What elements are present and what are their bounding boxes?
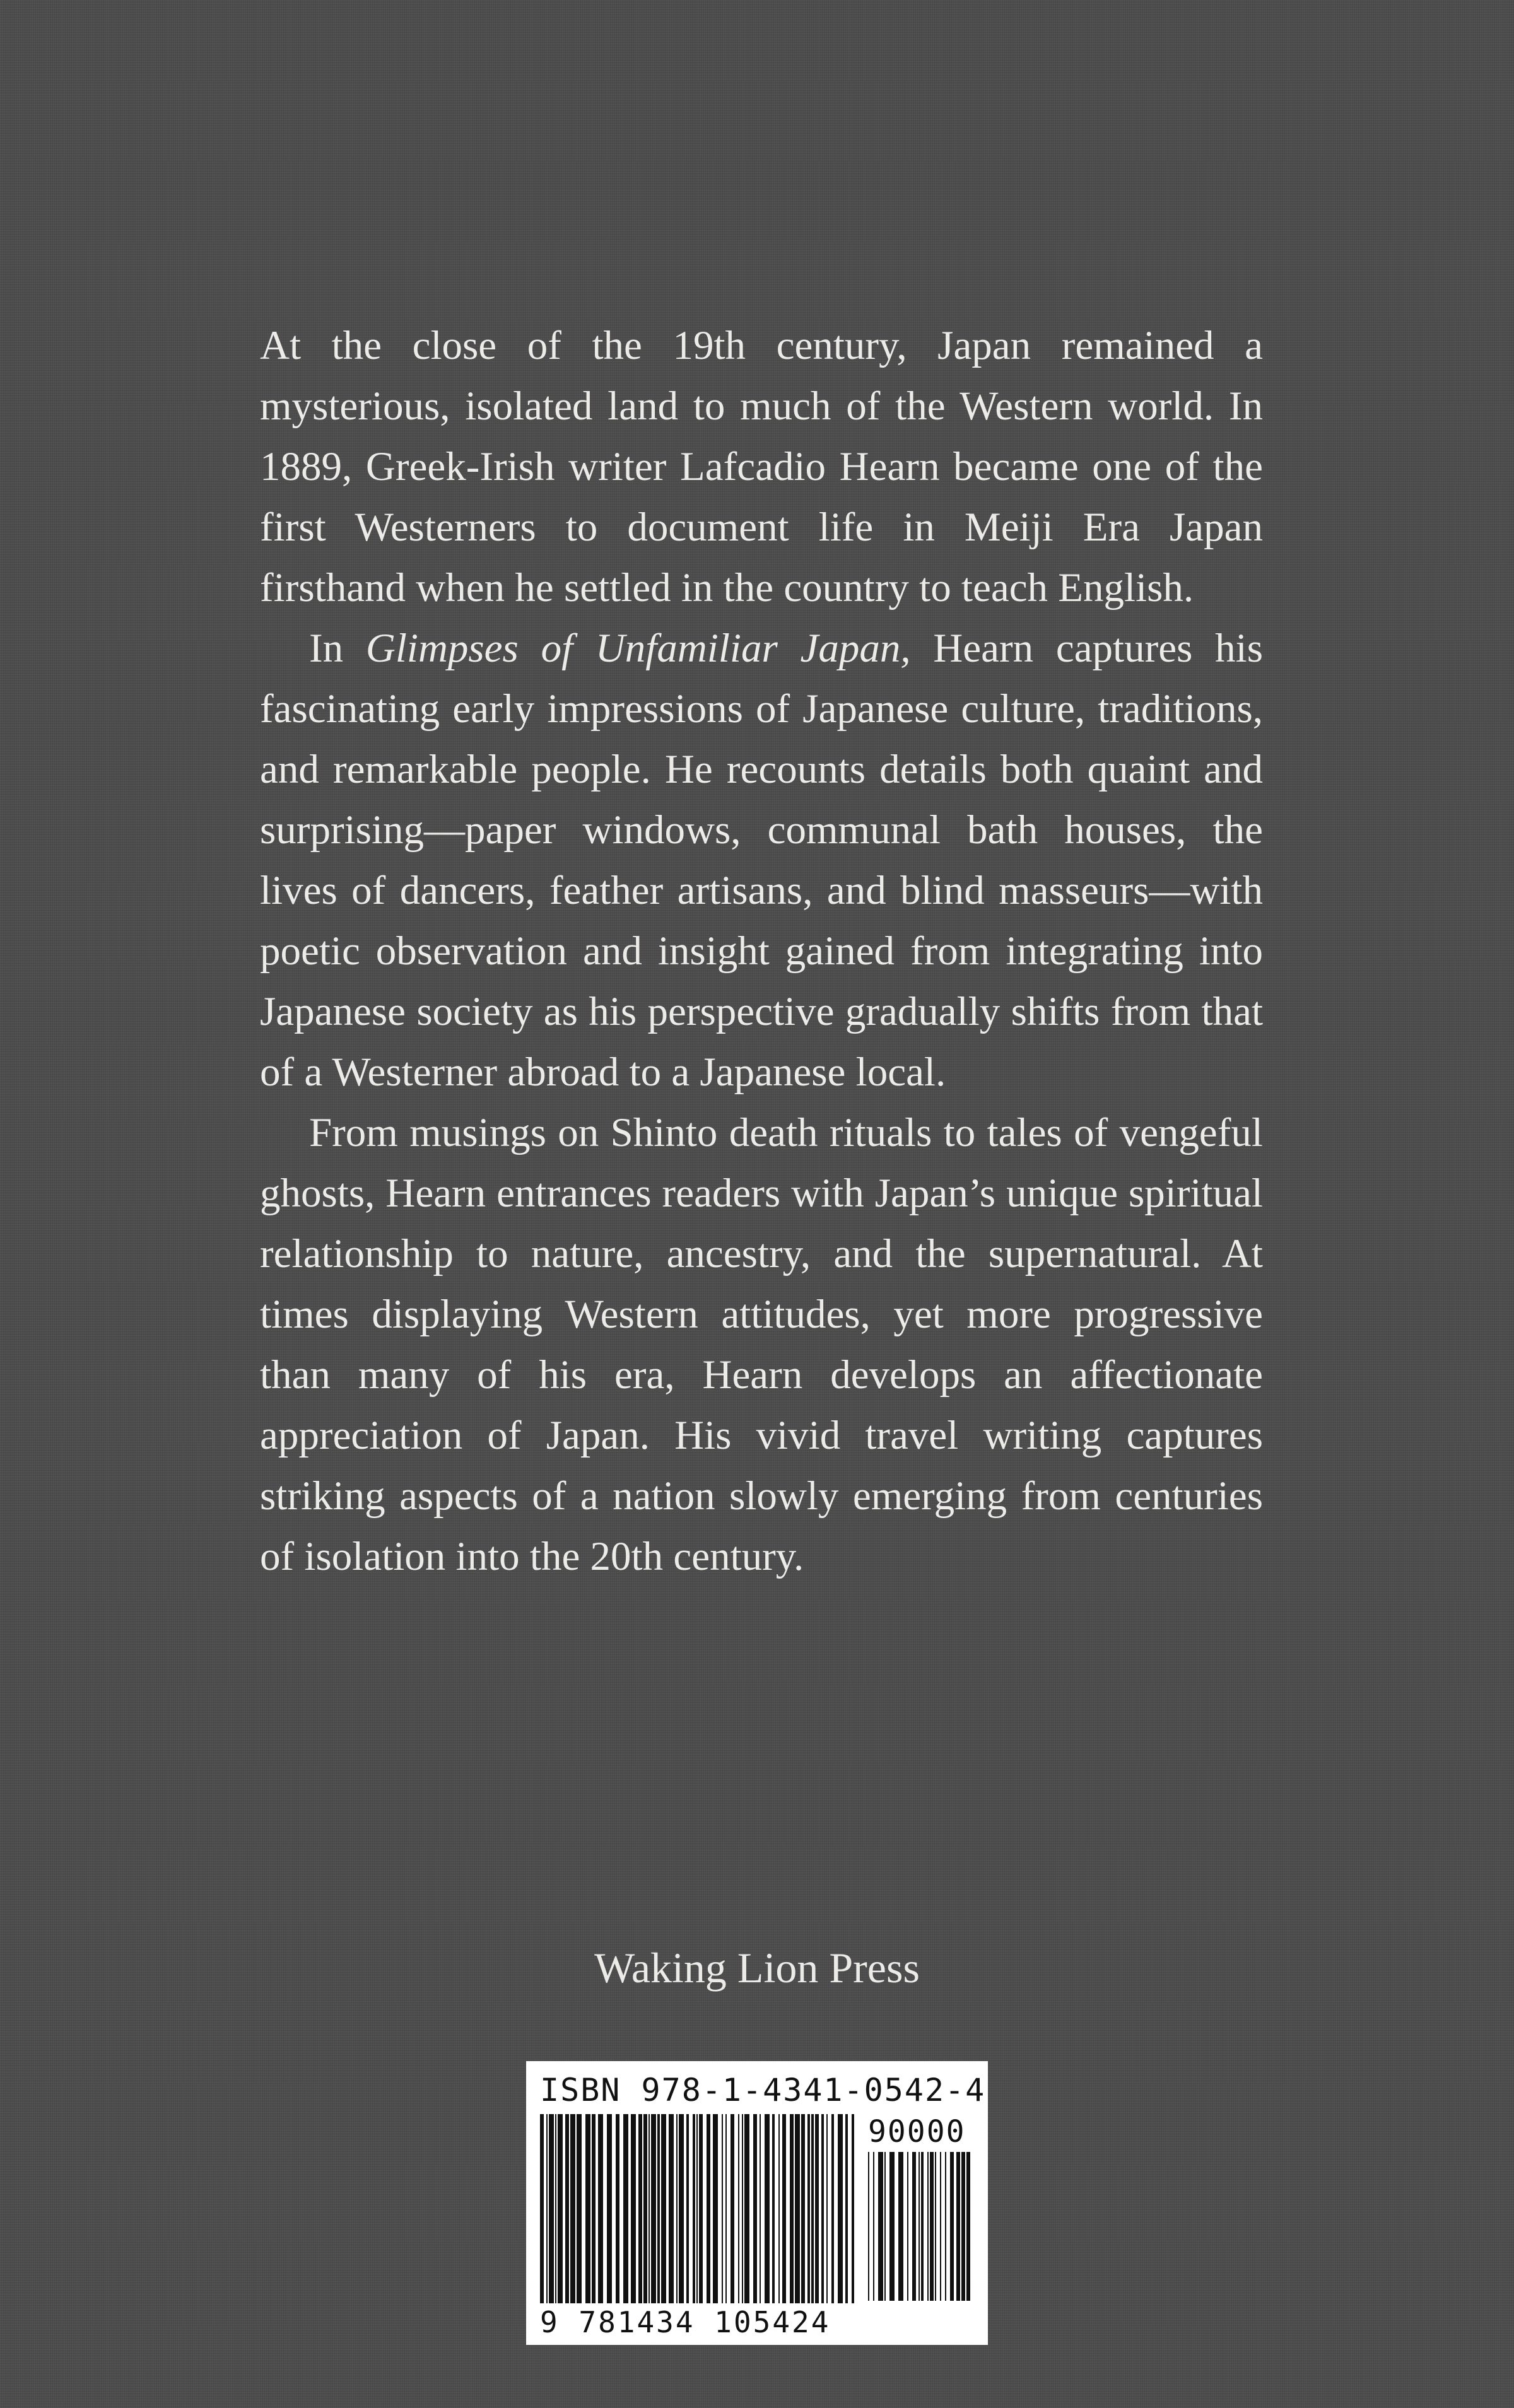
price-addon [868,2114,975,2303]
barcode-bar [884,2152,886,2301]
description-paragraph-2-prefix: In [309,626,366,671]
barcode-bar [927,2152,929,2301]
ean13-barcode-graphic [540,2114,855,2303]
barcode-bar [731,2114,734,2303]
barcode-bar [686,2114,689,2303]
barcode-bar [815,2114,819,2303]
barcode-bar [801,2114,805,2303]
barcode-bar [760,2114,761,2303]
barcode-bar [811,2114,814,2303]
barcode-bar [782,2114,786,2303]
barcode-bar [918,2152,920,2301]
barcode-bar [921,2152,924,2301]
barcode-bar [966,2152,970,2301]
barcode-bar [950,2152,954,2301]
ean-digits: 9 781434 105424 [540,2305,831,2339]
barcode-bar [679,2114,684,2303]
barcode-bar [838,2114,843,2303]
book-description [260,315,1263,1587]
barcode-bar [638,2114,642,2303]
description-paragraph-2-text: Hearn captures his fascinating early impressions of Japanese culture, traditions, and remarkable people. He recounts details both quaint and surprising—paper windows, communal bath houses, the lives of dancers, feather artisans, and blind masseurs—with poetic observation and insight gained from integrating into Japanese society as his perspective gradually shifts from that of a Westerner abroad to a Japanese local. [260,626,1263,1095]
barcode-bar [577,2114,582,2303]
barcode-bar [845,2114,848,2303]
isbn-barcode [526,2061,988,2345]
barcode-bar [696,2114,698,2303]
publisher-name: Waking Lion Press [594,1944,920,1992]
barcode-bar [821,2114,824,2303]
barcode-bar [598,2114,603,2303]
barcode-bar [790,2114,794,2303]
barcode-bar [661,2114,666,2303]
price-addon-bars [868,2152,975,2301]
barcode-bar [549,2114,554,2303]
barcode-bar [592,2114,596,2303]
barcode-bar [699,2114,703,2303]
barcode-bar [889,2152,895,2301]
barcode-bar [753,2114,757,2303]
barcode-bar [707,2114,710,2303]
isbn-label: ISBN 978-1-4341-0542-4 [540,2072,986,2108]
barcode-bar [907,2152,908,2301]
barcode-bar [585,2114,590,2303]
barcode-bar [555,2114,556,2303]
barcode-bar [713,2114,718,2303]
barcode-bar [778,2114,780,2303]
barcode-bars-row [540,2114,974,2303]
barcode-bar [878,2152,883,2301]
barcode-bar [570,2114,575,2303]
barcode-bar [651,2114,656,2303]
barcode-bar [648,2114,650,2303]
barcode-bar [765,2114,770,2303]
barcode-bar [852,2114,854,2303]
description-paragraph-3: From musings on Shinto death rituals to tales of vengeful ghosts, Hearn entrances readers with Japan’s unique spiritual relationship to nature, ancestry, and the supernatural. At times displaying Western attitudes, yet more progressive than many of his era, Hearn develops an affectionate appreciation of Japan. His vivid travel writing captures striking aspects of a nation slowly emerging from centuries of isolation into the 20th century. [260,1110,1263,1579]
barcode-bar [623,2114,628,2303]
barcode-bar [565,2114,569,2303]
barcode-bar [657,2114,660,2303]
ean13-barcode-bars [540,2114,855,2303]
price-code: 90000 [868,2114,966,2149]
barcode-bar [546,2114,548,2303]
barcode-bar [738,2114,739,2303]
barcode-bar [558,2114,563,2303]
barcode-bar [676,2114,678,2303]
barcode-bar [945,2152,946,2301]
barcode-bar [831,2114,834,2303]
barcode-bar [693,2114,695,2303]
barcode-bar [807,2114,810,2303]
barcode-bar [826,2114,828,2303]
barcode-bar [772,2114,775,2303]
barcode-bar [912,2152,916,2301]
barcode-bar [631,2114,636,2303]
barcode-bar [722,2114,723,2303]
barcode-bar [742,2114,743,2303]
barcode-bar [540,2114,544,2303]
barcode-bar [725,2114,727,2303]
barcode-bar [956,2152,960,2301]
description-paragraph-2 [260,618,1263,1102]
barcode-bar [607,2114,612,2303]
barcode-bar [643,2114,647,2303]
book-title: Glimpses of Unfamiliar Japan, [365,626,911,671]
barcode-bar [795,2114,800,2303]
barcode-bar [873,2152,874,2301]
barcode-bar [930,2152,934,2301]
barcode-bar [669,2114,674,2303]
barcode-bar [898,2152,903,2301]
barcode-bar [961,2152,965,2301]
barcode-bar [940,2152,941,2301]
description-paragraph-1: At the close of the 19th century, Japan remained a mysterious, isolated land to much of the Western world. In 1889, Greek-Irish writer Lafcadio Hearn became one of the first Westerners to document life in Meiji Era Japan firsthand when he settled in the country to teach English. [260,323,1263,611]
barcode-bar [935,2152,936,2301]
barcode-bar [744,2114,749,2303]
barcode-bar [868,2152,869,2301]
barcode-bar [616,2114,619,2303]
